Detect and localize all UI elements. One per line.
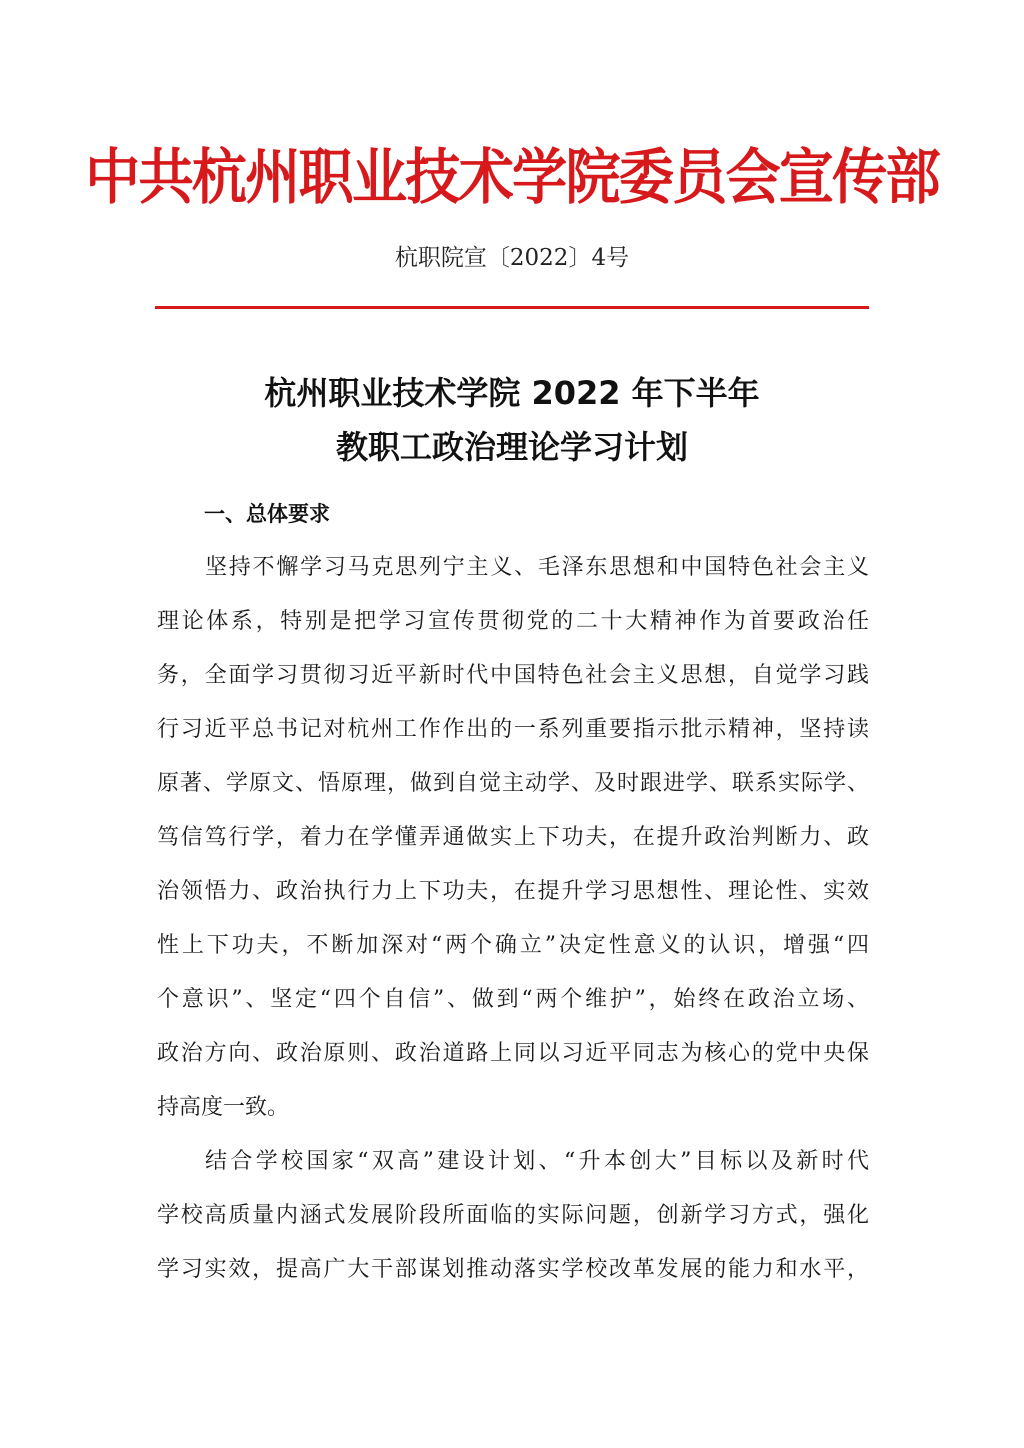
red-divider-line xyxy=(155,306,869,309)
paragraph-1-line: 笃信笃行学，着力在学懂弄通做实上下功夫，在提升政治判断力、政 xyxy=(157,825,869,850)
paragraph-1-line: 理论体系，特别是把学习宣传贯彻党的二十大精神作为首要政治任 xyxy=(157,609,869,634)
paragraph-1-line: 坚持不懈学习马克思列宁主义、毛泽东思想和中国特色社会主义 xyxy=(205,555,869,580)
paragraph-1-line: 持高度一致。 xyxy=(157,1095,290,1120)
section-heading-general-requirements: 一、总体要求 xyxy=(204,502,330,526)
paragraph-1-line: 个意识”、坚定“四个自信”、做到“两个维护”，始终在政治立场、 xyxy=(157,987,869,1012)
paragraph-1-line: 原著、学原文、悟原理，做到自觉主动学、及时跟进学、联系实际学、 xyxy=(157,771,869,796)
paragraph-1-line: 性上下功夫，不断加深对“两个确立”决定性意义的认识，增强“四 xyxy=(157,933,869,958)
document-title-line-1: 杭州职业技术学院 2022 年下半年 xyxy=(264,374,760,412)
paragraph-1-line: 行习近平总书记对杭州工作作出的一系列重要指示批示精神，坚持读 xyxy=(157,717,869,742)
paragraph-2-line: 学校高质量内涵式发展阶段所面临的实际问题，创新学习方式，强化 xyxy=(157,1203,869,1228)
paragraph-1-line: 务，全面学习贯彻习近平新时代中国特色社会主义思想，自觉学习践 xyxy=(157,663,869,688)
issuing-organization-header: 中共杭州职业技术学院委员会宣传部 xyxy=(85,143,939,213)
paragraph-2-line: 结合学校国家“双高”建设计划、“升本创大”目标以及新时代 xyxy=(205,1149,869,1174)
document-number: 杭职院宣〔2022〕4号 xyxy=(394,245,630,271)
document-title-line-2: 教职工政治理论学习计划 xyxy=(335,428,688,466)
paragraph-2-line: 学习实效，提高广大干部谋划推动落实学校改革发展的能力和水平， xyxy=(157,1257,869,1282)
paragraph-1-line: 治领悟力、政治执行力上下功夫，在提升学习思想性、理论性、实效 xyxy=(157,879,869,904)
paragraph-1-line: 政治方向、政治原则、政治道路上同以习近平同志为核心的党中央保 xyxy=(157,1041,869,1066)
